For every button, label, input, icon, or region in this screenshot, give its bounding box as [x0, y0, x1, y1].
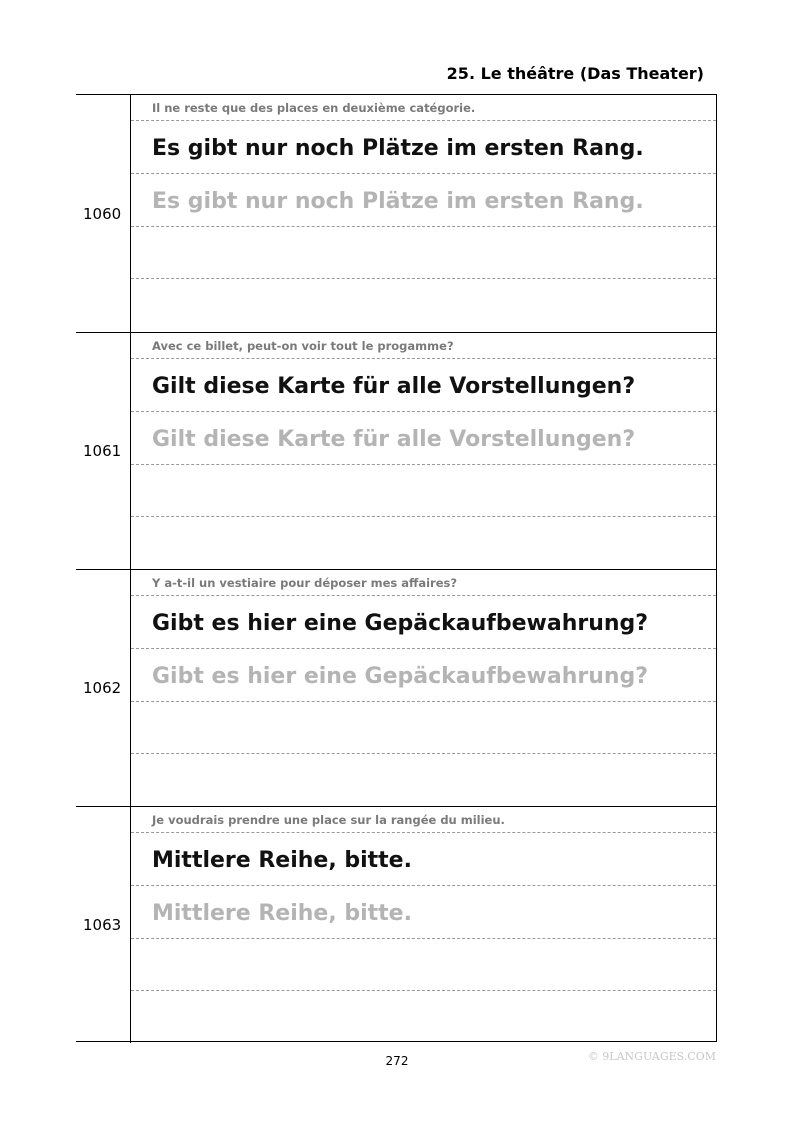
writing-line — [131, 465, 716, 517]
practice-entry — [76, 569, 716, 806]
french-hint: Avec ce billet, peut-on voir tout le progamme? — [152, 339, 454, 353]
german-sentence: Gilt diese Karte für alle Vorstellungen? — [152, 374, 636, 399]
tracing-sentence: Es gibt nur noch Plätze im ersten Rang. — [152, 189, 644, 214]
writing-line — [131, 702, 716, 754]
tracing-sentence: Gilt diese Karte für alle Vorstellungen? — [152, 427, 636, 452]
entry-number: 1060 — [83, 204, 122, 223]
entry-number-cell — [76, 570, 131, 806]
french-hint: Il ne reste que des places en deuxième catégorie. — [152, 101, 476, 115]
writing-lines — [131, 333, 716, 569]
writing-line — [131, 939, 716, 991]
entry-number: 1061 — [83, 442, 122, 460]
writing-lines — [131, 807, 716, 1043]
practice-entry — [76, 95, 716, 332]
copyright-watermark: © 9LANGUAGES.COM — [587, 1050, 716, 1063]
practice-table — [76, 94, 717, 1042]
practice-entry — [76, 806, 716, 1043]
page-number: 272 — [385, 1054, 409, 1068]
writing-line — [131, 279, 716, 332]
writing-line — [131, 754, 716, 807]
entry-number-cell — [76, 333, 131, 569]
entry-number: 1062 — [83, 679, 122, 697]
german-sentence: Gibt es hier eine Gepäckaufbewahrung? — [152, 611, 649, 636]
tracing-sentence: Mittlere Reihe, bitte. — [152, 901, 412, 926]
german-sentence: Mittlere Reihe, bitte. — [152, 848, 412, 873]
french-hint: Je voudrais prendre une place sur la rangée du milieu. — [152, 813, 505, 827]
entry-number-cell — [76, 95, 131, 332]
writing-line — [131, 227, 716, 279]
entry-number: 1063 — [83, 916, 122, 934]
tracing-sentence: Gibt es hier eine Gepäckaufbewahrung? — [152, 664, 649, 689]
german-sentence: Es gibt nur noch Plätze im ersten Rang. — [152, 136, 644, 161]
practice-entry — [76, 332, 716, 569]
french-hint: Y a-t-il un vestiaire pour déposer mes affaires? — [152, 576, 458, 590]
writing-line — [131, 991, 716, 1042]
writing-line — [131, 517, 716, 570]
entry-number-cell — [76, 807, 131, 1043]
page-title: 25. Le théâtre (Das Theater) — [446, 64, 704, 83]
writing-lines — [131, 95, 716, 332]
writing-lines — [131, 570, 716, 806]
